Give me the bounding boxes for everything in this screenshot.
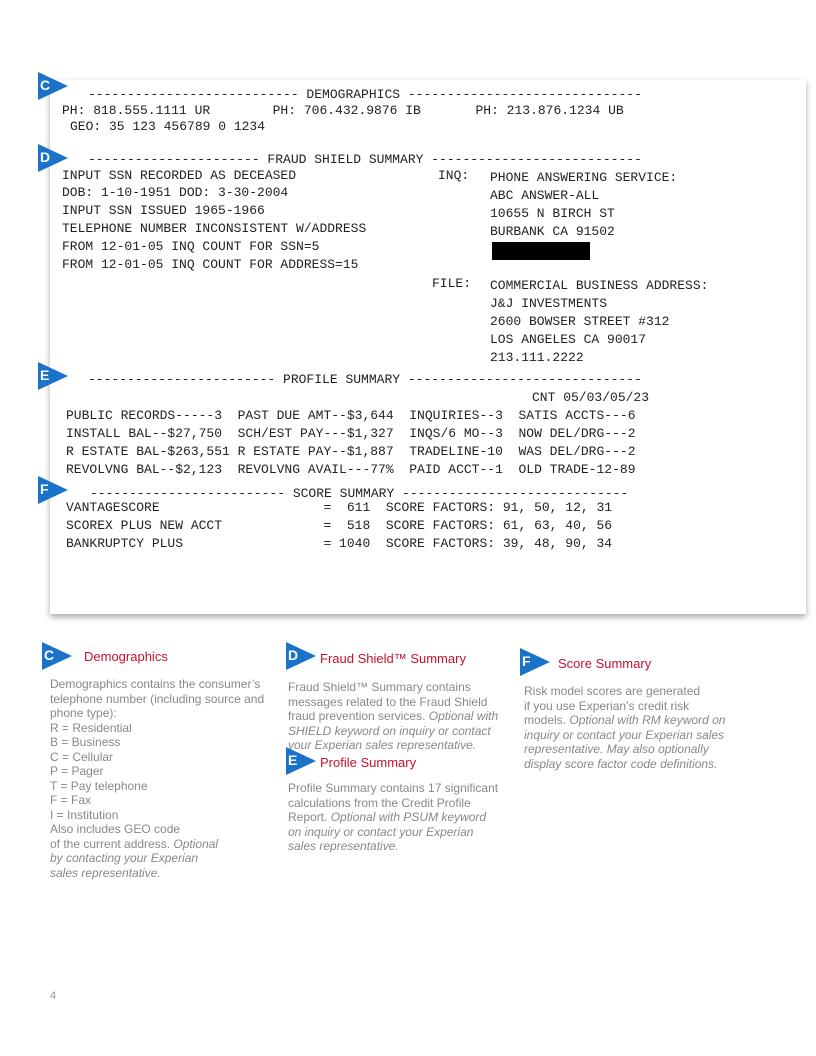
legend-d-title: Fraud Shield™ Summary — [320, 651, 466, 666]
legend-italic: your Experian sales representative. — [288, 738, 477, 752]
score-row: BANKRUPTCY PLUS = 1040 SCORE FACTORS: 39, 48, 90, 34 — [66, 536, 613, 551]
legend-line: messages related to the Fraud Shield — [288, 694, 488, 709]
legend-italic: Optional with — [428, 709, 499, 723]
legend-line: P = Pager — [50, 764, 104, 778]
legend-line: telephone number (including source and — [50, 691, 265, 706]
legend-c-body — [50, 677, 264, 880]
legend-italic: SHIELD keyword on inquiry or contact — [288, 723, 491, 738]
score-row: SCOREX PLUS NEW ACCT = 518 SCORE FACTORS: 61, 63, 40, 56 — [66, 518, 613, 533]
profile-cnt: CNT 05/03/05/23 — [532, 390, 650, 405]
legend-line: calculations from the Credit Profile — [288, 795, 471, 810]
legend-line: phone type): — [50, 706, 117, 720]
legend-line — [288, 810, 498, 825]
legend-f-body — [524, 684, 725, 771]
profile-row: R ESTATE BAL-$263,551 R ESTATE PAY--$1,887 TRADELINE-10 WAS DEL/DRG---2 — [66, 444, 636, 459]
fraud-line: FROM 12-01-05 INQ COUNT FOR SSN=5 — [62, 239, 320, 254]
inq-line: ABC ANSWER-ALL — [490, 188, 600, 203]
legend-text: models. — [524, 713, 570, 727]
fraud-line: FROM 12-01-05 INQ COUNT FOR ADDRESS=15 — [62, 257, 359, 272]
legend-line — [524, 713, 725, 728]
legend-italic: display score factor code definitions. — [524, 756, 718, 771]
page-number: 4 — [50, 990, 57, 1002]
score-summary-header: ------------------------- SCORE SUMMARY ----------------------------- — [90, 486, 629, 501]
legend-line: I = Institution — [50, 807, 119, 822]
legend-line — [288, 709, 498, 724]
score-row: VANTAGESCORE = 611 SCORE FACTORS: 91, 50, 12, 31 — [66, 500, 613, 515]
legend-text: of the current address. — [50, 836, 174, 851]
marker-letter: E — [40, 367, 50, 383]
file-line: 2600 BOWSER STREET #312 — [490, 314, 670, 329]
legend-italic: Optional with PSUM keyword — [330, 810, 487, 824]
file-line: 213.111.2222 — [490, 350, 584, 365]
profile-summary-header: ------------------------ PROFILE SUMMARY ------------------------------ — [88, 372, 642, 387]
legend-italic: sales representative. — [50, 865, 161, 880]
marker-e-icon — [38, 362, 68, 390]
legend-letter: D — [288, 647, 299, 663]
legend-line: if you use Experian’s credit risk — [524, 698, 690, 713]
marker-d-icon — [38, 144, 68, 172]
demographics-geo: GEO: 35 123 456789 0 1234 — [70, 119, 266, 134]
legend-d-icon — [286, 642, 316, 670]
legend-line: R = Residential — [50, 720, 132, 735]
profile-row: INSTALL BAL--$27,750 SCH/EST PAY---$1,327 INQS/6 MO--3 NOW DEL/DRG---2 — [66, 426, 636, 441]
fraud-line: DOB: 1-10-1951 DOD: 3-30-2004 — [62, 185, 289, 200]
legend-line: Demographics contains the consumer’s — [50, 677, 261, 691]
legend-d-body — [288, 680, 498, 753]
credit-report-panel — [50, 80, 806, 614]
fraud-line: TELEPHONE NUMBER INCONSISTENT W/ADDRESS — [62, 221, 367, 236]
file-line: J&J INVESTMENTS — [490, 296, 608, 311]
legend-text: fraud prevention services. — [288, 709, 429, 723]
legend-line: Risk model scores are generated — [524, 684, 701, 698]
inq-line: PHONE ANSWERING SERVICE: — [490, 170, 678, 185]
legend-e-title: Profile Summary — [320, 755, 417, 770]
marker-letter: D — [40, 149, 51, 165]
legend-c-title: Demographics — [84, 649, 168, 664]
legend-line: Also includes GEO code — [50, 822, 181, 836]
legend-line: Fraud Shield™ Summary contains — [288, 680, 471, 694]
legend-italic: sales representative. — [288, 839, 399, 853]
legend-line: T = Pay telephone — [50, 778, 148, 793]
legend-letter: C — [44, 647, 55, 663]
profile-row: PUBLIC RECORDS-----3 PAST DUE AMT--$3,644 INQUIRIES--3 SATIS ACCTS---6 — [66, 408, 636, 423]
legend-italic: Optional — [173, 836, 219, 851]
profile-row: REVOLVNG BAL--$2,123 REVOLVNG AVAIL---77% PAID ACCT--1 OLD TRADE-12-89 — [66, 462, 636, 477]
inq-line: 10655 N BIRCH ST — [490, 206, 615, 221]
redaction-bar — [492, 242, 590, 260]
legend-letter: F — [522, 653, 531, 669]
legend-f-icon — [520, 648, 550, 676]
legend-line: C = Cellular — [50, 749, 114, 764]
legend-italic: on inquiry or contact your Experian — [288, 824, 474, 839]
legend-letter: E — [288, 752, 298, 768]
demographics-phones: PH: 818.555.1111 UR PH: 706.432.9876 IB PH: 213.876.1234 UB — [62, 103, 624, 118]
legend-line: B = Business — [50, 735, 121, 749]
inq-line: BURBANK CA 91502 — [490, 224, 615, 239]
file-line: COMMERCIAL BUSINESS ADDRESS: — [490, 278, 709, 293]
legend-c-icon — [42, 642, 72, 670]
legend-line: Profile Summary contains 17 significant — [288, 781, 499, 795]
legend-text: Report. — [288, 810, 331, 824]
fraud-line: INPUT SSN RECORDED AS DECEASED — [62, 168, 297, 183]
marker-letter: C — [40, 77, 51, 93]
legend-italic: representative. May also optionally — [524, 742, 709, 756]
legend-line: F = Fax — [50, 793, 92, 807]
legend-italic: inquiry or contact your Experian sales — [524, 727, 725, 742]
fraud-shield-header: ---------------------- FRAUD SHIELD SUMMARY --------------------------- — [88, 152, 642, 167]
file-line: LOS ANGELES CA 90017 — [490, 332, 647, 347]
marker-c-icon — [38, 72, 68, 100]
legend-italic: by contacting your Experian — [50, 851, 199, 865]
marker-letter: F — [40, 481, 49, 497]
legend-e-icon — [286, 747, 316, 775]
inq-label: INQ: — [438, 168, 470, 183]
legend-line — [50, 837, 264, 852]
file-label: FILE: — [432, 276, 472, 291]
legend-italic: Optional with RM keyword on — [569, 713, 726, 727]
demographics-header: --------------------------- DEMOGRAPHICS ------------------------------ — [88, 87, 642, 102]
legend-f-title: Score Summary — [558, 656, 652, 671]
legend-e-body — [288, 781, 498, 854]
marker-f-icon — [38, 476, 68, 504]
fraud-line: INPUT SSN ISSUED 1965-1966 — [62, 203, 265, 218]
